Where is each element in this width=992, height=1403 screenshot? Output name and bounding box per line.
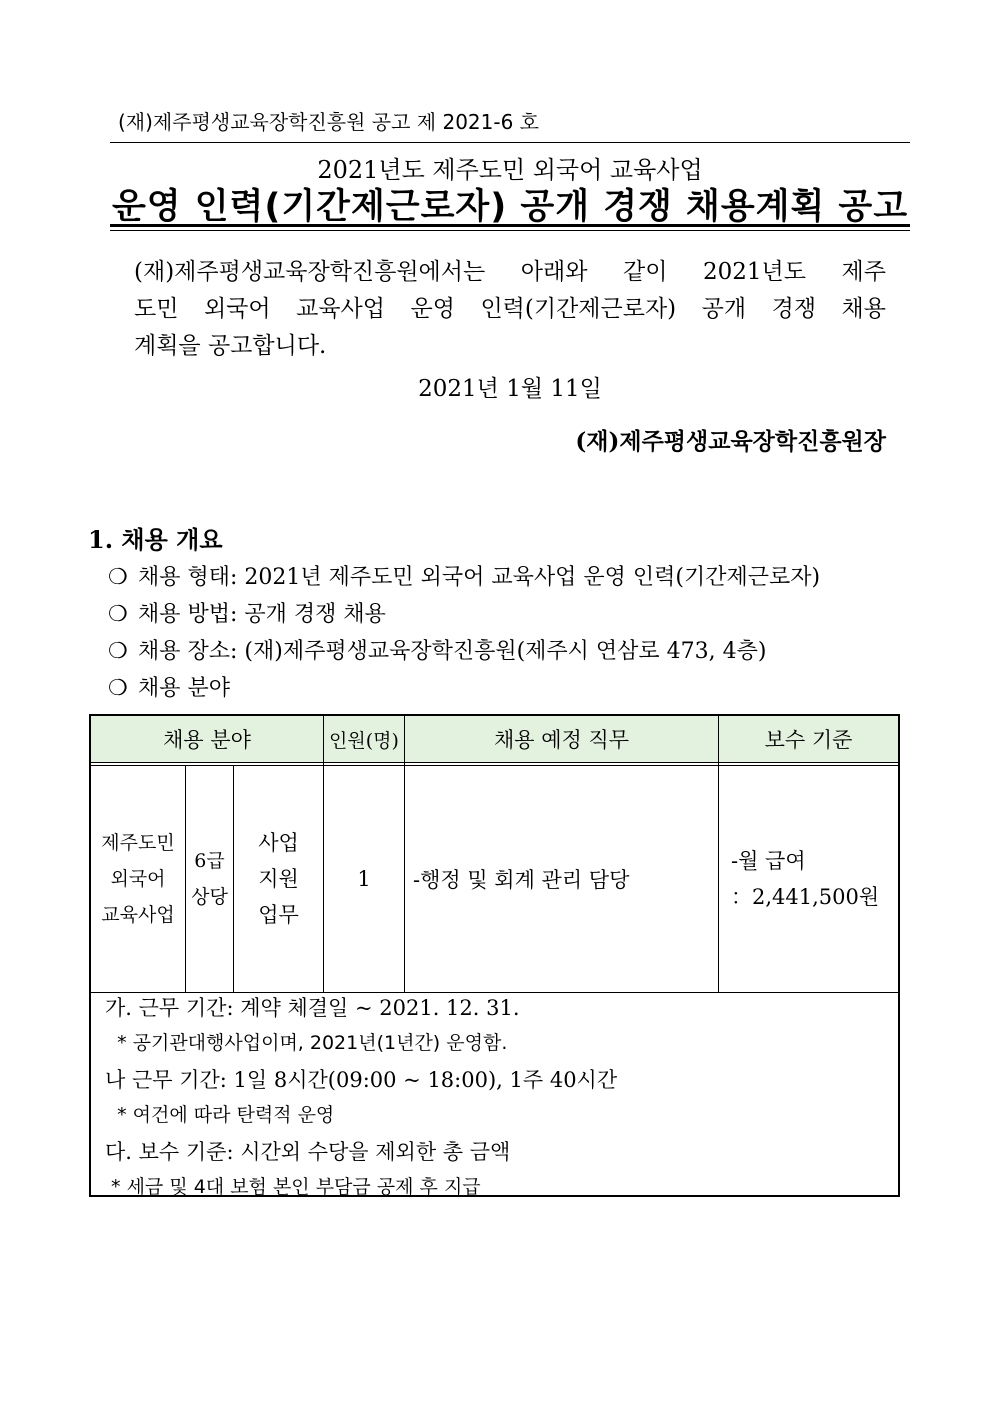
intro-line-1: (재)제주평생교육장학진흥원에서는 아래와 같이 2021년도 제주	[134, 259, 886, 285]
grade-line: 상당	[191, 886, 228, 908]
bullet-text: 채용 장소: (재)제주평생교육장학진흥원(제주시 연삼로 473, 4층)	[138, 639, 767, 664]
grade-line: 6급	[194, 850, 225, 872]
note-work-period-detail: * 공기관대행사업이며, 2021년(1년간) 운영함.	[105, 1032, 508, 1054]
note-work-period: 가. 근무 기간: 계약 체결일 ~ 2021. 12. 31.	[105, 996, 520, 1020]
announcement-date: 2021년 1월 11일	[418, 376, 602, 402]
cell-duties: -행정 및 회계 관리 담당	[413, 868, 630, 892]
pay-line: -월 급여	[731, 849, 806, 873]
note-work-hours: 나 근무 기간: 1일 8시간(09:00 ~ 18:00), 1주 40시간	[105, 1068, 618, 1092]
notice-number: (재)제주평생교육장학진흥원 공고 제 2021-6 호	[118, 110, 539, 134]
intro-line-2: 도민 외국어 교육사업 운영 인력(기간제근로자) 공개 경쟁 채용	[134, 296, 886, 322]
bullet-text: 채용 방법: 공개 경쟁 채용	[138, 602, 386, 627]
bullet-employment-location	[108, 634, 767, 665]
note-work-hours-detail: * 여건에 따라 탄력적 운영	[105, 1104, 335, 1126]
note-pay-standard: 다. 보수 기준: 시간외 수당을 제외한 총 금액	[105, 1140, 511, 1164]
document-subtitle: 2021년도 제주도민 외국어 교육사업	[317, 156, 703, 184]
note-pay-standard-detail: * 세금 및 4대 보험 본인 부담금 공제 후 지급	[105, 1176, 481, 1198]
title-rule-thick	[110, 224, 910, 227]
circle-bullet-icon: ❍	[108, 676, 128, 701]
circle-bullet-icon: ❍	[108, 639, 128, 664]
header-field: 채용 분야	[163, 728, 251, 752]
header-headcount: 인원(명)	[329, 729, 399, 752]
bullet-text: 채용 분야	[138, 676, 231, 701]
role-line: 업무	[258, 903, 299, 927]
organization-signature: (재)제주평생교육장학진흥원장	[575, 428, 886, 455]
document-title: 운영 인력(기간제근로자) 공개 경쟁 채용계획 공고	[111, 187, 909, 227]
bullet-employment-field	[108, 671, 230, 702]
recruitment-table	[89, 714, 900, 1197]
bullet-employment-type	[108, 560, 820, 591]
role-line: 지원	[258, 867, 299, 891]
cell-role	[234, 766, 323, 992]
header-rule	[110, 142, 910, 143]
program-line: 제주도민	[101, 832, 175, 854]
cell-headcount: 1	[357, 867, 371, 891]
bullet-text: 채용 형태: 2021년 제주도민 외국어 교육사업 운영 인력(기간제근로자)	[138, 565, 821, 590]
header-divider	[91, 762, 898, 763]
cell-grade	[186, 766, 233, 992]
pay-amount: ：2,441,500원	[731, 885, 880, 909]
cell-pay	[719, 766, 898, 992]
circle-bullet-icon: ❍	[108, 602, 128, 627]
header-pay: 보수 기준	[764, 728, 853, 752]
program-line: 교육사업	[101, 904, 175, 926]
title-rule-thin	[110, 230, 910, 231]
role-line: 사업	[258, 831, 299, 855]
program-line: 외국어	[110, 868, 166, 890]
header-duties: 채용 예정 직무	[493, 728, 630, 752]
section-heading: 1. 채용 개요	[88, 525, 223, 554]
intro-line-3: 계획을 공고합니다.	[134, 333, 327, 359]
bullet-employment-method	[108, 597, 386, 628]
circle-bullet-icon: ❍	[108, 565, 128, 590]
cell-program	[91, 766, 185, 992]
